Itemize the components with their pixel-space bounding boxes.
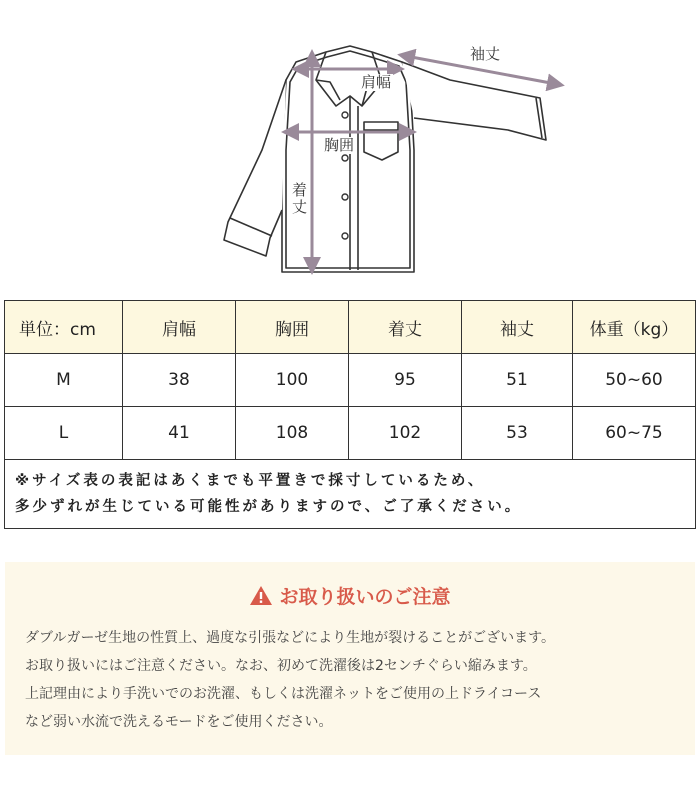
cell-size: L	[5, 407, 123, 460]
caution-body	[25, 624, 685, 736]
size-note-line: ※サイズ表の表記はあくまでも平置きで採寸しているため、	[15, 473, 486, 489]
header-unit: 単位：cm	[5, 301, 123, 354]
cell-sleeve: 51	[462, 354, 573, 407]
cell-shoulder-width: 38	[123, 354, 236, 407]
table-row-l	[5, 407, 696, 460]
size-note	[5, 460, 696, 529]
caution-heading	[5, 582, 695, 611]
table-row-m	[5, 354, 696, 407]
table-note-row	[5, 460, 696, 529]
label-shoulder-width: 肩幅	[361, 73, 392, 91]
cell-sleeve: 53	[462, 407, 573, 460]
cell-chest: 108	[236, 407, 349, 460]
cell-length: 95	[349, 354, 462, 407]
label-chest: 胸囲	[324, 136, 355, 154]
size-note-line: 多少ずれが生じている可能性がありますので、ご了承ください。	[15, 499, 523, 515]
caution-line: ダブルガーゼ生地の性質上、過度な引張などにより生地が裂けることがございます。	[25, 630, 556, 646]
cell-length: 102	[349, 407, 462, 460]
size-table	[4, 300, 696, 529]
size-diagram	[0, 0, 700, 300]
header-sleeve: 袖丈	[462, 301, 573, 354]
caution-box	[5, 562, 695, 755]
caution-line: お取り扱いにはご注意ください。なお、初めて洗濯後は2センチぐらい縮みます。	[25, 658, 537, 674]
header-chest: 胸囲	[236, 301, 349, 354]
label-sleeve: 袖丈	[470, 45, 501, 63]
cell-weight: 50~60	[573, 354, 696, 407]
warning-icon	[249, 585, 273, 611]
header-length: 着丈	[349, 301, 462, 354]
cell-weight: 60~75	[573, 407, 696, 460]
header-weight: 体重（kg）	[573, 301, 696, 354]
header-shoulder-width: 肩幅	[123, 301, 236, 354]
caution-line: など弱い水流で洗えるモードをご使用ください。	[25, 714, 333, 730]
cell-size: M	[5, 354, 123, 407]
caution-line: 上記理由により手洗いでのお洗濯、もしくは洗濯ネットをご使用の上ドライコース	[25, 686, 542, 702]
cell-chest: 100	[236, 354, 349, 407]
cell-shoulder-width: 41	[123, 407, 236, 460]
table-header-row	[5, 301, 696, 354]
label-length: 着丈	[290, 182, 308, 216]
caution-title: お取り扱いのご注意	[279, 586, 451, 608]
